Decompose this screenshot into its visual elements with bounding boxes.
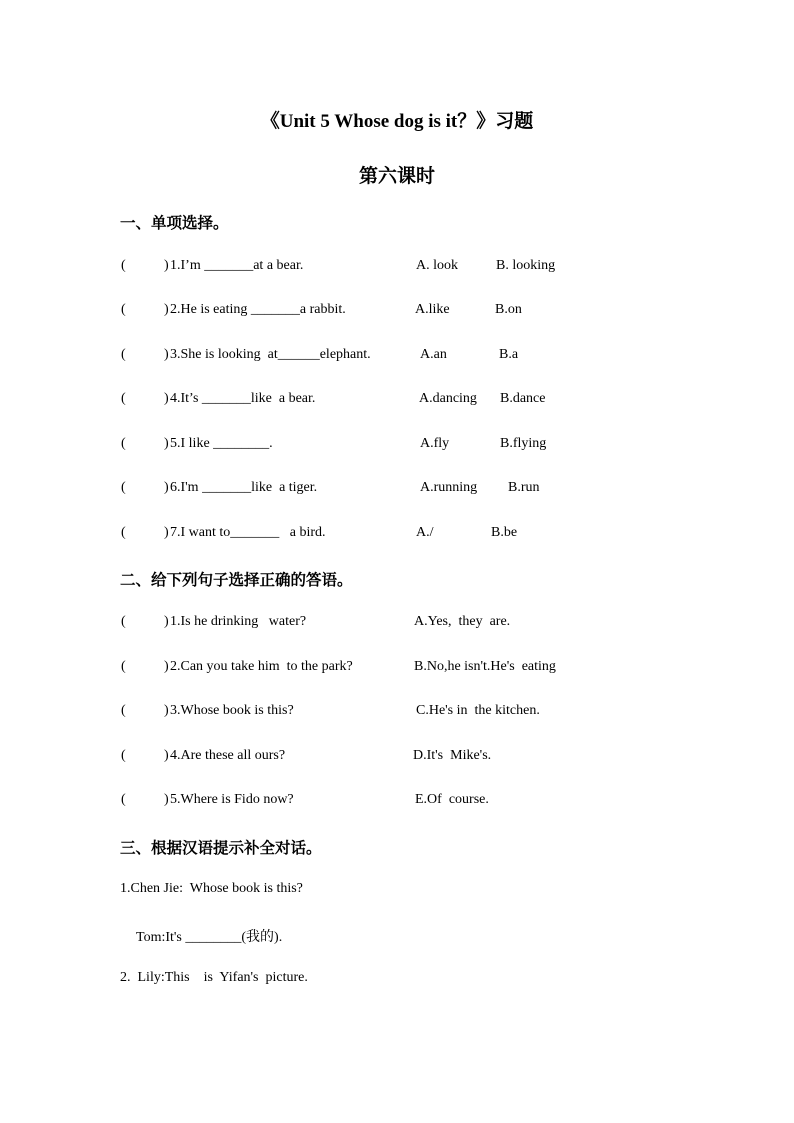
match-item-1 [0, 614, 794, 636]
option-a: A. look [416, 258, 458, 273]
answer-paren-open: ( [121, 659, 126, 674]
answer-paren-open: ( [121, 347, 126, 362]
answer-paren-close: ) [164, 302, 169, 317]
option-b: B.be [491, 525, 518, 540]
option-a: A.running [420, 480, 478, 495]
match-question: 2.Can you take him to the park? [170, 659, 353, 674]
option-b: B.flying [500, 436, 547, 451]
answer-paren-open: ( [121, 525, 126, 540]
match-question: 1.Is he drinking water? [170, 614, 307, 629]
answer-paren-close: ) [164, 748, 169, 763]
match-answer: E.Of course. [415, 792, 489, 807]
match-answer: C.He's in the kitchen. [416, 703, 540, 718]
section2-heading: 二、给下列句子选择正确的答语。 [120, 572, 353, 589]
match-item-5 [0, 792, 794, 814]
answer-paren-open: ( [121, 302, 126, 317]
mc-item-5 [0, 436, 794, 458]
mc-question: 1.I’m _______at a bear. [170, 258, 304, 273]
mc-item-1 [0, 258, 794, 280]
answer-paren-open: ( [121, 703, 126, 718]
option-b: B. looking [496, 258, 556, 273]
option-b: B.a [499, 347, 519, 362]
option-a: A.dancing [419, 391, 477, 406]
mc-item-4 [0, 391, 794, 413]
answer-paren-open: ( [121, 258, 126, 273]
dialogue-line-3: 2. Lily:This is Yifan's picture. [120, 970, 308, 985]
mc-question: 6.I'm _______like a tiger. [170, 480, 318, 495]
match-item-3 [0, 703, 794, 725]
answer-paren-open: ( [121, 748, 126, 763]
match-question: 5.Where is Fido now? [170, 792, 294, 807]
dialogue-line-2: Tom:It's ________(我的). [136, 930, 283, 945]
answer-paren-close: ) [164, 525, 169, 540]
answer-paren-open: ( [121, 792, 126, 807]
mc-question: 5.I like ________. [170, 436, 273, 451]
mc-item-2 [0, 302, 794, 324]
answer-paren-open: ( [121, 614, 126, 629]
answer-paren-close: ) [164, 480, 169, 495]
match-question: 4.Are these all ours? [170, 748, 286, 763]
option-a: A.an [420, 347, 447, 362]
answer-paren-close: ) [164, 703, 169, 718]
mc-question: 4.It’s _______like a bear. [170, 391, 316, 406]
mc-question: 3.She is looking at______elephant. [170, 347, 371, 362]
dialogue-line-1: 1.Chen Jie: Whose book is this? [120, 881, 303, 896]
mc-item-6 [0, 480, 794, 502]
match-item-4 [0, 748, 794, 770]
section1-heading: 一、单项选择。 [120, 215, 229, 232]
option-b: B.dance [500, 391, 546, 406]
option-b: B.run [508, 480, 540, 495]
match-question: 3.Whose book is this? [170, 703, 294, 718]
mc-item-3 [0, 347, 794, 369]
mc-item-7 [0, 525, 794, 547]
match-answer: D.It's Mike's. [413, 748, 492, 763]
answer-paren-close: ) [164, 391, 169, 406]
match-item-2 [0, 659, 794, 681]
lesson-subtitle: 第六课时 [358, 166, 435, 187]
answer-paren-open: ( [121, 436, 126, 451]
answer-paren-close: ) [164, 614, 169, 629]
answer-paren-close: ) [164, 659, 169, 674]
answer-paren-open: ( [121, 480, 126, 495]
mc-question: 2.He is eating _______a rabbit. [170, 302, 346, 317]
match-answer: A.Yes, they are. [414, 614, 511, 629]
match-answer: B.No,he isn't.He's eating [414, 659, 556, 674]
option-a: A.like [415, 302, 450, 317]
option-a: A./ [416, 525, 434, 540]
section3-heading: 三、根据汉语提示补全对话。 [120, 840, 322, 857]
worksheet-title: 《Unit 5 Whose dog is it？》习题 [260, 111, 534, 132]
option-a: A.fly [420, 436, 450, 451]
option-b: B.on [495, 302, 522, 317]
mc-question: 7.I want to_______ a bird. [170, 525, 326, 540]
answer-paren-close: ) [164, 347, 169, 362]
answer-paren-close: ) [164, 436, 169, 451]
answer-paren-open: ( [121, 391, 126, 406]
answer-paren-close: ) [164, 792, 169, 807]
answer-paren-close: ) [164, 258, 169, 273]
